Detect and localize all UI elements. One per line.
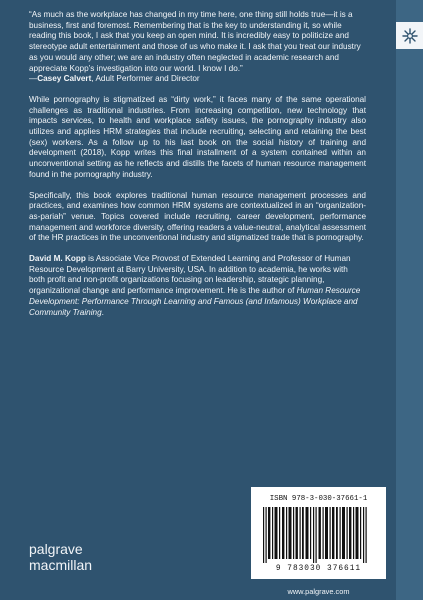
barcode	[251, 487, 386, 579]
barcode-number: 9 783030 376611	[275, 565, 362, 573]
description-paragraph-1: While pornography is stigmatized as “dirty work,” it faces many of the same operational challenges as traditional industries. From increasing competition, new technology that impacts services, to health and workplace safety issues, the pornography industry also utilizes and applies HRM strategies that include recruiting, selecting and retaining the best (sex) workers. As a follow up to his last book on the social history of training and development (2018), Kopp writes this final installment of a system contained within an unconventional setting as he reflects and distills the facets of human resource management found in the pornography industry.	[29, 94, 366, 179]
author-bio-end: .	[101, 307, 104, 317]
endorsement-quote: “As much as the workplace has changed in my time here, one thing still holds true—it is a business, first and foremost. Remembering that is the key to understanding it, so while reading this book, I ask that you keep an open mind. It is incredibly easy to politicize and stereotype adult entertainment and those of us who make it. I ask that you treat our industry as you would any other; we are an industry often neglected in academic research and appreciate Kopp’s investigation into our world. I know I do.”	[29, 10, 361, 73]
publisher-logo	[29, 541, 92, 573]
cover-text	[29, 10, 366, 318]
barcode-bars	[261, 507, 376, 563]
attribution-name: Casey Calvert	[37, 74, 92, 84]
isbn-label: ISBN 978-3-030-37661-1	[269, 495, 368, 503]
author-bio	[29, 254, 366, 318]
attribution-dash: —	[29, 74, 38, 84]
description-paragraph-2: Specifically, this book explores traditional human resource management processes and practices, and examines how common HRM systems are contextualized in an “organization-as-pariah” venue. Topics covered include recruiting, career development, performance management and workforce diversity, offering readers a value-neutral, analytical assessment of the HR practices in the unconventional industry and stigmatized trade that is pornography.	[29, 190, 366, 243]
publisher-line1: palgrave	[29, 541, 83, 557]
palgrave-star-icon	[396, 22, 423, 49]
attribution-role: , Adult Performer and Director	[91, 74, 200, 84]
author-book-title: Human Resource Development: Performance Through Learning and Famous (and Infamous) Workplace and Community Training	[29, 286, 361, 317]
quote-attribution	[29, 74, 366, 85]
spine-strip	[396, 0, 423, 600]
author-name: David M. Kopp	[29, 254, 86, 264]
publisher-line2: macmillan	[29, 557, 93, 573]
publisher-url: www.palgrave.com	[287, 587, 350, 596]
author-bio-text: is Associate Vice Provost of Extended Learning and Professor of Human Resource Development at Barry University, USA. In addition to academia, he works with both profit and non-profit organizations focusing on leadership, strategic planning, organizational change and performance improvement. He is the author of	[29, 254, 351, 296]
